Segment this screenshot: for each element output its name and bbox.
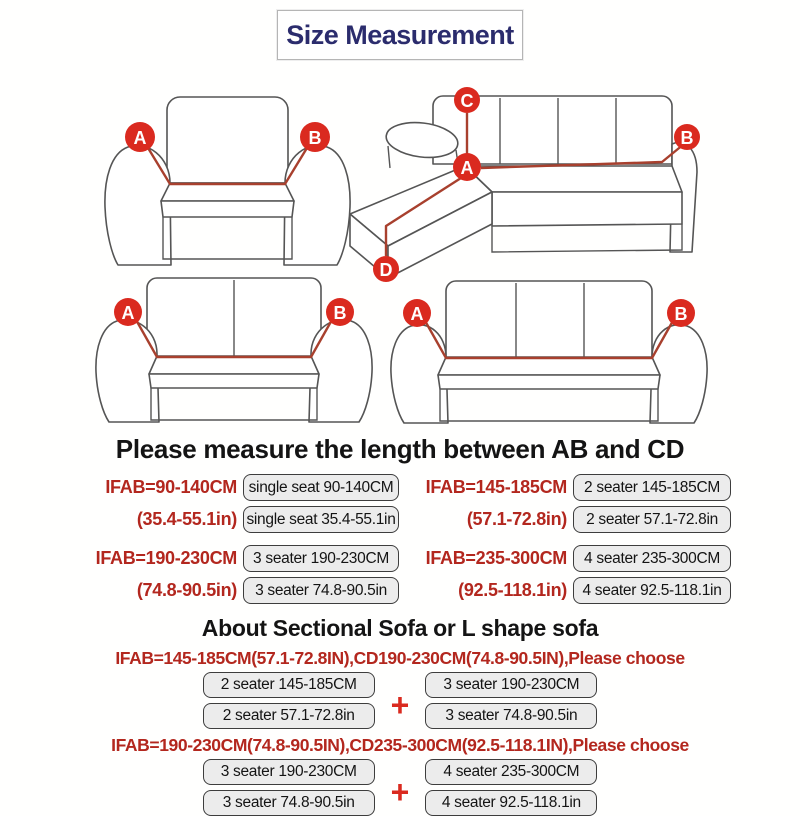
combo-section-1 [0, 646, 800, 729]
combo-section-2 [0, 733, 800, 816]
size-measurement-infographic [0, 10, 800, 810]
size-box: single seat 35.4-55.1in [243, 506, 399, 533]
combo-instruction: IFAB=145-185CM(57.1-72.8IN),CD190-230CM(74.8-90.5IN),Please choose [115, 648, 685, 668]
sectional-heading: About Sectional Sofa or L shape sofa [201, 615, 599, 641]
size-box: 4 seater 235-300CM [425, 759, 597, 785]
marker-a-label: A [410, 304, 424, 324]
size-box: 3 seater 190-230CM [425, 672, 597, 698]
size-box: 3 seater 74.8-90.5in [243, 577, 399, 604]
table-row [0, 545, 800, 572]
size-box: 4 seater 92.5-118.1in [425, 790, 597, 816]
size-label-in: (35.4-55.1in) [136, 509, 237, 529]
combo-right-column [425, 759, 597, 816]
sofa-illustrations [0, 84, 800, 430]
marker-b-label: B [333, 303, 347, 323]
armchair-illustration [95, 87, 360, 272]
marker-c-label: C [460, 91, 474, 111]
size-box: 2 seater 57.1-72.8in [203, 703, 375, 729]
table-row [0, 474, 800, 501]
marker-b-label: B [674, 304, 688, 324]
size-box: single seat 90-140CM [243, 474, 399, 501]
size-label-in: (74.8-90.5in) [136, 580, 237, 600]
combo-row [0, 759, 800, 816]
combo-row [0, 672, 800, 729]
table-row [0, 577, 800, 604]
plus-sign: + [390, 686, 410, 723]
size-box: 2 seater 145-185CM [573, 474, 731, 501]
size-box: 2 seater 145-185CM [203, 672, 375, 698]
sectional-sofa-illustration [340, 84, 700, 284]
size-box: 3 seater 74.8-90.5in [203, 790, 375, 816]
table-row [0, 506, 800, 533]
size-label-cm: IFAB=190-230CM [95, 548, 237, 568]
marker-d-label: D [379, 260, 393, 280]
size-box: 4 seater 92.5-118.1in [573, 577, 731, 604]
plus-sign: + [390, 773, 410, 810]
size-box: 4 seater 235-300CM [573, 545, 731, 572]
marker-a-label: A [133, 128, 147, 148]
marker-b-label: B [680, 128, 694, 148]
size-label-cm: IFAB=235-300CM [425, 548, 567, 568]
combo-instruction: IFAB=190-230CM(74.8-90.5IN),CD235-300CM(92.5-118.1IN),Please choose [111, 735, 689, 755]
size-box: 2 seater 57.1-72.8in [573, 506, 731, 533]
size-label-in: (92.5-118.1in) [458, 580, 567, 600]
size-label-cm: IFAB=145-185CM [425, 477, 567, 497]
marker-a-label: A [460, 158, 474, 178]
size-label-in: (57.1-72.8in) [466, 509, 567, 529]
three-seater-illustration [388, 275, 710, 429]
measure-heading: Please measure the length between AB and CD [115, 434, 685, 464]
page-title: Size Measurement [286, 19, 514, 50]
marker-a-label: A [121, 303, 135, 323]
marker-b-label: B [308, 128, 322, 148]
title-box [277, 10, 523, 60]
size-table [0, 474, 800, 604]
size-label-cm: IFAB=90-140CM [105, 477, 237, 497]
combo-left-column [203, 759, 375, 816]
size-box: 3 seater 74.8-90.5in [425, 703, 597, 729]
combo-left-column [203, 672, 375, 729]
size-box: 3 seater 190-230CM [243, 545, 399, 572]
loveseat-illustration [85, 272, 383, 427]
size-box: 3 seater 190-230CM [203, 759, 375, 785]
combo-right-column [425, 672, 597, 729]
